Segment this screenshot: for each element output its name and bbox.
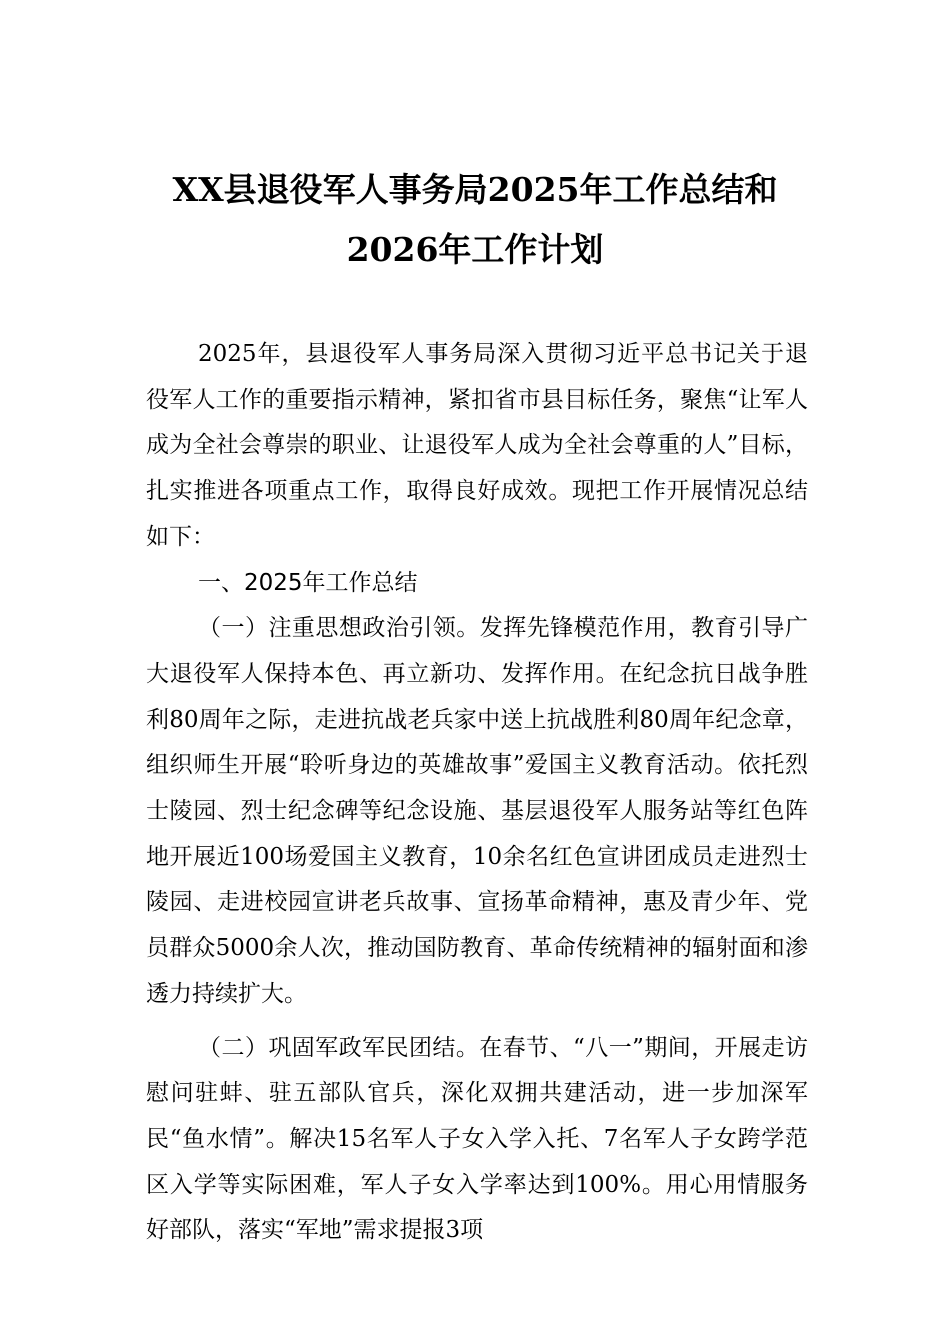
section-1-paragraph [146, 606, 808, 1017]
intro-paragraph: 2025年，县退役军人事务局深入贯彻习近平总书记关于退役军人工作的重要指示精神，紧扣省市县目标任务，聚焦“让军人成为全社会尊崇的职业、让退役军人成为全社会尊重的人”目标，扎实推进各项重点工作，取得良好成效。现把工作开展情况总结如下： [146, 341, 808, 550]
section-1-body: 发挥先锋模范作用，教育引导广大退役军人保持本色、再立新功、发挥作用。在纪念抗日战争胜利80周年之际，走进抗战老兵家中送上抗战胜利80周年纪念章，组织师生开展“聆听身边的英雄故事”爱国主义教育活动。依托烈士陵园、烈士纪念碑等纪念设施、基层退役军人服务站等红色阵地开展近100场爱国主义教育，10余名红色宣讲团成员走进烈士陵园、走进校园宣讲老兵故事、宣扬革命精神，惠及青少年、党员群众5000余人次，推动国防教育、革命传统精神的辐射面和渗透力持续扩大。 [146, 615, 809, 1007]
section-1-lead: （一）注重思想政治引领。 [198, 615, 480, 642]
title-line-2: 2026年工作计划 [346, 230, 604, 269]
document-title [0, 160, 950, 280]
title-line-1: XX县退役军人事务局2025年工作总结和 [172, 170, 778, 209]
section-2-lead: （二）巩固军政军民团结。 [198, 1034, 480, 1061]
section-heading: 一、2025年工作总结 [198, 569, 418, 596]
section-2-body: 在春节、“八一”期间，开展走访慰问驻蚌、驻五部队官兵，深化双拥共建活动，进一步加深军民“鱼水情”。解决15名军人子女入学入托、7名军人子女跨学范区入学等实际困难，军人子女入学率达到100%。用心用情服务好部队，落实“军地”需求提报3项 [146, 1034, 808, 1244]
section-2-paragraph [146, 1026, 808, 1255]
document-body [146, 332, 808, 1254]
